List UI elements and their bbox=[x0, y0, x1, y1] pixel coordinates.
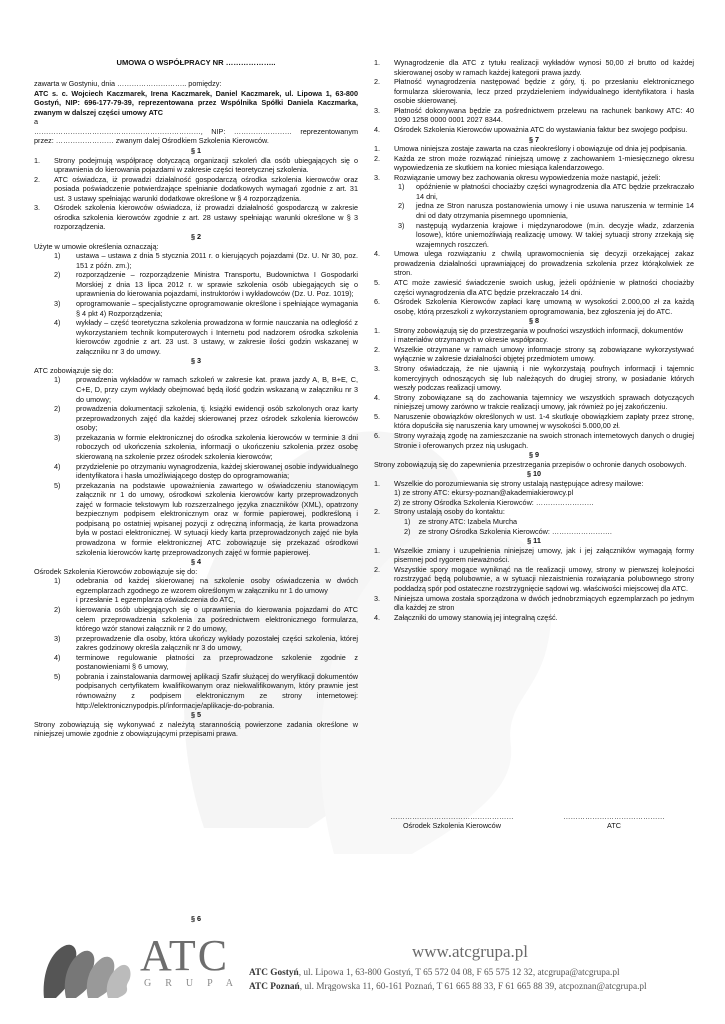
list-item: 4) terminowe regulowanie płatności za przeprowadzone szkolenie zgodnie z postanowieniami § 6 umowy, bbox=[54, 652, 358, 672]
list-item: 3. Rozwiązanie umowy bez zachowania okresu wypowiedzenia może nastąpić, jeżeli: 1) opóźnienie w płatności chociażby części wynagrodzenia dla ATC będzie przekraczało 14 dni, 2) jedna ze Stron narusza postanowienia umowy i nie usuwa naruszenia w terminie 14 dni od daty otrzymania pisemnego upomnienia, 3) następują wydarzenia krajowe i międzynarodowe (m.in. decyzje władz, zdarzenia losowe), które uniemożliwiają realizację umowy. W takiej sytuacji strony zrzekają się wzajemnych roszczeń. bbox=[374, 172, 694, 249]
section-2-list bbox=[34, 251, 358, 356]
section-4-title: § 4 bbox=[190, 557, 202, 567]
list-item: 5. ATC może zawiesić świadczenie swoich usług, jeżeli opóźnienie w płatności chociażby części wynagrodzenia dla ATC będzie przekraczało 14 dni. bbox=[374, 277, 694, 297]
list-item: 6. Ośrodek Szkolenia Kierowców zapłaci karę umowną w wysokości 2.000,00 zł za każdą osobę, którą przeszkoli z wykorzystaniem oprogramowania, bez zgłoszenia jej do ATC. bbox=[374, 297, 694, 316]
list-item: 3. Strony oświadczają, że nie ujawnią i nie wykorzystają poufnych informacji i tajemnic komercyjnych odnoszących się lub należących do drugiej strony, w posiadanie których weszły podczas realizacji umowy. bbox=[374, 364, 694, 393]
section-11-list bbox=[374, 546, 694, 623]
list-item: 2) jedna ze Stron narusza postanowienia umowy i nie usuwa naruszenia w terminie 14 dni od daty otrzymania pisemnego upomnienia, bbox=[398, 201, 694, 220]
list-item: 1) opóźnienie w płatności chociażby części wynagrodzenia dla ATC będzie przekraczało 14 dni, bbox=[398, 182, 694, 201]
list-item: 3. Niniejsza umowa została sporządzona w dwóch jednobrzmiących egzemplarzach po jednym dla każdej ze stron bbox=[374, 593, 694, 613]
section-5-title: § 5 bbox=[190, 710, 202, 720]
section-1-list bbox=[34, 156, 358, 233]
list-item: 1. Umowa niniejsza zostaje zawarta na czas nieokreślony i obowiązuje od dnia jej podpisania. bbox=[374, 144, 687, 154]
section-6-title: § 6 bbox=[190, 914, 202, 923]
list-item: 4. Umowa ulega rozwiązaniu z chwilą uprawomocnienia się decyzji orzekającej zakaz prowadzenia działalności uprawniającej do prowadzenia szkolenia przez którąkolwiek ze stron. bbox=[374, 249, 694, 278]
section-11-title: § 11 bbox=[527, 536, 541, 546]
intro-party-osk: ……………………………………………………………, NIP: …………………… reprezentowanym przez: …………………… zwanym dalej Ośrodkiem Szkolenia Kierowców. bbox=[34, 126, 358, 146]
section-6-list bbox=[374, 58, 694, 135]
section-9-title: § 9 bbox=[528, 450, 540, 460]
list-item: 1. Wszelkie zmiany i uzupełnienia niniejszej umowy, jak i jej załączników wymagają formy pisemnej pod rygorem nieważności. bbox=[374, 545, 694, 565]
section-7-3-sublist bbox=[394, 182, 694, 249]
contact-line-atc: 1) ze strony ATC: Izabela Murcha bbox=[404, 517, 518, 526]
list-item: 4. Ośrodek Szkolenia Kierowców upoważnia ATC do wystawiania faktur bez swojego podpisu. bbox=[374, 124, 688, 134]
list-item: 3) następują wydarzenia krajowe i międzynarodowe (m.in. decyzje władz, zdarzenia losowe), które uniemożliwiają realizację umowy. W takiej sytuacji strony zrzekają się wzajemnych roszczeń. bbox=[398, 220, 694, 249]
section-10-title: § 10 bbox=[526, 469, 542, 479]
list-item: 2) kierowania osób ubiegających się o uprawnienia do kierowania pojazdami do ATC celem przeprowadzenia szkolenia za pośrednictwem elektronicznego formularza, którego wzór stanowi załącznik nr 2 do umowy, bbox=[54, 604, 358, 634]
section-3-lead: ATC zobowiązuje się do: bbox=[34, 365, 114, 375]
list-item: 5) przekazania na podstawie upoważnienia zawartego w oświadczeniu stanowiącym załącznik nr 1 do umowy, ośrodkowi szkolenia kierowców karty przeprowadzonych zajęć w formacie tekstowym lub rozszerzalnego języka znaczników (XML), opatrzony bezpiecznym podpisem elektronicznym oraz w formie papierowej, podkreśloną i podpisaną po ostatniej wpisanej pozycji z odręczną informacją, że karta prowadzona była w postaci elektronicznej. W sytuacji kiedy karta przeprowadzonych zajęć nie była prowadzona w formie elektronicznej ATC zobowiązuje się przekazać ośrodkowi szkolenia kierowców kartę przeprowadzonych zajęć w formie papierowej. bbox=[54, 480, 358, 557]
signature-label: Ośrodek Szkolenia Kierowców bbox=[403, 821, 501, 830]
list-item: 4. Strony zobowiązane są do zachowania tajemnicy we wszystkich sprawach dotyczących niniejszej umowy zarówno w trakcie realizacji umowy, jak również po jej zakończeniu. bbox=[374, 392, 694, 412]
intro-and: a bbox=[34, 117, 39, 127]
signature-osk bbox=[386, 812, 518, 830]
list-item: 1) odebrania od każdej skierowanej na szkolenie osoby oświadczenia w dwóch egzemplarzach zgodnego ze wzorem określonym w załączniku nr 1 do umowy i przesłanie 1 egzemplarza oświadczenia do ATC, bbox=[54, 576, 358, 605]
list-item: 5) pobrania i zainstalowania darmowej aplikacji Szafir służącej do weryfikacji dokumentów podpisanych certyfikatem kwalifikowanym oraz niekwalifikowanym, który prawnie jest równoważny z podpisem elektronicznym ze strony internetowej: http://elektronicznypodpis.pl/informacje/aplikacje-do-pobrania. bbox=[54, 671, 358, 710]
address-gostyn: ATC Gostyń, ul. Lipowa 1, 63-800 Gostyń, T 65 572 04 08, F 65 575 12 32, atcgrupa@atcgrupa.pl bbox=[249, 968, 620, 978]
intro-date: zawarta w Gostyniu, dnia ……………………….. pomiędzy: bbox=[34, 79, 222, 89]
list-item: 4) przydzielenie po otrzymaniu wynagrodzenia, każdej skierowanej osobie indywidualnego identyfikatora i hasła umożliwiającego dostęp do oprogramowania; bbox=[54, 461, 358, 481]
right-column bbox=[374, 58, 694, 622]
list-item: 3. Płatność dokonywana będzie za pośrednictwem przelewu na rachunek bankowy ATC: 40 1090 1258 0000 0001 2027 8344. bbox=[374, 105, 694, 125]
section-8-list bbox=[374, 326, 694, 450]
list-item: 4) wykłady – część teoretyczna szkolenia prowadzona w formie nauczania na odległość z wykorzystaniem technik komputerowych i Internetu pod nadzorem ośrodka szkolenia kierowców zgodnie z art. 23 ust. 3 ustawy, w zakresie ilości godzin wskazanej w załączniku nr 3 do umowy. bbox=[54, 318, 358, 356]
atc-logo-wordmark: ATC GRUPA bbox=[140, 931, 247, 989]
list-item: 4. Załączniki do umowy stanowią jej integralną część. bbox=[374, 612, 558, 622]
section-4-lead: Ośrodek Szkolenia Kierowców zobowiązuje się do: bbox=[34, 566, 198, 576]
section-7-list bbox=[374, 144, 694, 316]
email-line-osk: 2) ze strony Ośrodka Szkolenia Kierowców: …………………… bbox=[394, 497, 594, 507]
list-item: 1. Strony podejmują współpracę dotyczącą organizacji szkoleń dla osób ubiegających się o uprawnienia do kierowania pojazdami w zakresie części teoretycznej szkolenia. bbox=[34, 155, 358, 175]
website-url[interactable]: www.atcgrupa.pl bbox=[412, 942, 528, 961]
list-item: 2. ATC oświadcza, iż prowadzi działalność gospodarczą ośrodka szkolenia kierowców oraz posiada poświadczenie potwierdzające spełnianie dodatkowych wymagań zgodnie z art. 31 ust. 3 ustawy spełniając warunki dodatkowe określone w § 4 rozporządzenia. bbox=[34, 174, 358, 203]
section-2-lead: Użyte w umowie określenia oznaczają: bbox=[34, 241, 159, 251]
section-3-title: § 3 bbox=[190, 356, 202, 366]
signature-line: …………………………………… bbox=[563, 812, 665, 821]
section-5-text: Strony zobowiązują się wykonywać z należytą starannością powierzone zadania określone w niniejszej umowie zgodnie z obowiązującymi przepisami prawa. bbox=[34, 719, 358, 739]
list-item: 1. Strony zobowiązują się do przestrzegania w poufności wszystkich informacji, dokumentów i materiałów otrzymanych w okresie współpracy. bbox=[374, 325, 683, 345]
address-poznan: ATC Poznań, ul. Mrągowska 11, 60-161 Poznań, T 61 665 88 33, F 61 665 88 39, atcpoznan@atcgrupa.pl bbox=[249, 982, 647, 992]
signature-line: …………………………………………… bbox=[390, 812, 514, 821]
document-title: UMOWA O WSPÓŁPRACY NR ……………….. bbox=[116, 58, 276, 67]
list-item: 1. Wszelkie do porozumiewania się strony ustalają następujące adresy mailowe: 1) ze strony ATC: ekursy-poznan@akademiakierowcy.pl 2) ze strony Ośrodka Szkolenia Kierowców: …………………… bbox=[374, 479, 694, 508]
list-item: 3) oprogramowanie – specjalistyczne oprogramowanie określone i spełniające wymagania § 4 pkt 4) Rozporządzenia; bbox=[54, 298, 358, 318]
contact-line-osk: 2) ze strony Ośrodka Szkolenia Kierowców: ……………………. bbox=[404, 526, 612, 536]
section-4-list bbox=[34, 576, 358, 710]
list-item: 1. Wynagrodzenie dla ATC z tytułu realizacji wykładów wynosi 50,00 zł brutto od każdej skierowanej osoby w ramach każdej kategorii prawa jazdy. bbox=[374, 58, 694, 77]
list-item: 2) rozporządzenie – rozporządzenie Ministra Transportu, Budownictwa I Gospodarki Morskiej z dnia 13 lipca 2012 r. w sprawie szkolenia osób ubiegających się o uprawnienia do kierowania pojazdami, instruktorów i wykładowców (Dz. U. Poz. 1019); bbox=[54, 270, 358, 299]
left-column bbox=[34, 58, 358, 739]
list-item: 2. Każda ze stron może rozwiązać niniejszą umowę z zachowaniem 1-miesięcznego okresu wypowiedzenia ze skutkiem na koniec miesiąca kalendarzowego. bbox=[374, 153, 694, 173]
list-item: 2. Wszelkie otrzymane w ramach umowy informacje strony są zobowiązane wykorzystywać wyłącznie w zakresie działalności objętej przedmiotem umowy. bbox=[374, 344, 694, 364]
list-item: 2) prowadzenia dokumentacji szkolenia, tj. książki ewidencji osób szkolonych oraz karty przeprowadzonych zajęć dla każdej skierowanej przez ośrodek szkolenia kierowców osoby; bbox=[54, 404, 358, 433]
section-7-title: § 7 bbox=[528, 134, 540, 144]
section-1-title: § 1 bbox=[190, 145, 202, 155]
section-10-list bbox=[374, 479, 694, 536]
section-2-title: § 2 bbox=[190, 232, 202, 242]
list-item: 2. Wszystkie spory mogące wyniknąć na tle realizacji umowy, strony w pierwszej kolejności rozstrzygać będą polubownie, a w sytuacji niezaistnienia rozwiązania polubownego strony poddadzą spór pod ostateczne rozstrzygnięcie sądowi wg. właściwości miejscowej dla ATC. bbox=[374, 564, 694, 593]
atc-logo-icon bbox=[42, 940, 132, 1000]
section-3-list bbox=[34, 375, 358, 557]
signature-atc bbox=[554, 812, 674, 830]
list-item: 2. Płatność wynagrodzenia następować będzie z góry, tj. po przesłaniu elektronicznego formularza skierowania, lecz przed przydzieleniem indywidualnego identyfikatora i hasła osobie skierowanej. bbox=[374, 77, 694, 106]
list-item: 6. Strony wyrażają zgodę na zamieszczanie na swoich stronach internetowych danych o drugiej Stronie i oferowanych przez nią usługach. bbox=[374, 430, 694, 450]
list-item: 3. Ośrodek szkolenia kierowców oświadcza, iż prowadzi działalność gospodarczą w zakresie ośrodka szkolenia kierowców zgodnie z art. 28 ustawy spełniając warunki określone w § 3 rozporządzenia. bbox=[34, 203, 358, 232]
list-item: 1) prowadzenia wykładów w ramach szkoleń w zakresie kat. prawa jazdy A, B, B+E, C, C+E, D, przy czym wykłady obejmować będą ilość godzin wskazaną w załączniku nr 3 do umowy; bbox=[54, 375, 358, 404]
email-line-atc: 1) ze strony ATC: ekursy-poznan@akademiakierowcy.pl bbox=[394, 488, 574, 498]
signature-label: ATC bbox=[607, 821, 621, 830]
list-item: 3) przeprowadzenie dla osoby, która ukończy wykłady pozostałej części szkolenia, której zakres godzinowy określa załącznik nr 3 do umowy, bbox=[54, 633, 358, 653]
list-item: 1) ustawa – ustawa z dnia 5 stycznia 2011 r. o kierujących pojazdami (Dz. U. Nr 30, poz. 151 z późn. zm.); bbox=[54, 251, 358, 270]
section-9-text: Strony zobowiązują się do zapewnienia przestrzegania przepisów o ochronie danych osobowych. bbox=[374, 459, 687, 469]
list-item: 5. Naruszenie obowiązków określonych w ust. 1-4 skutkuje obowiązkiem zapłaty przez stronę, która dopuściła się naruszenia kary umownej w wysokości 5.000,00 zł. bbox=[374, 411, 694, 431]
intro-party-atc: ATC s. c. Wojciech Kaczmarek, Irena Kaczmarek, Daniel Kaczmarek, ul. Lipowa 1, 63-800 Gostyń, NIP: 696-177-79-39, reprezentowana przez Wspólnika Spółki Daniela Kaczmarka, zwanym w dalszej części umowy ATC bbox=[34, 88, 358, 117]
list-item: 3) przekazania w formie elektronicznej do ośrodka szkolenia kierowców w terminie 3 dni roboczych od ukończenia szkolenia, informacji o ukończeniu szkolenia przez osobę skierowaną na szkolenie przez ośrodek szkolenia kierowców; bbox=[54, 432, 358, 461]
list-item: 2. Strony ustalają osoby do kontaktu: 1) ze strony ATC: Izabela Murcha 2) ze strony Ośrodka Szkolenia Kierowców: ……………………. bbox=[374, 507, 694, 536]
section-8-title: § 8 bbox=[528, 316, 540, 326]
